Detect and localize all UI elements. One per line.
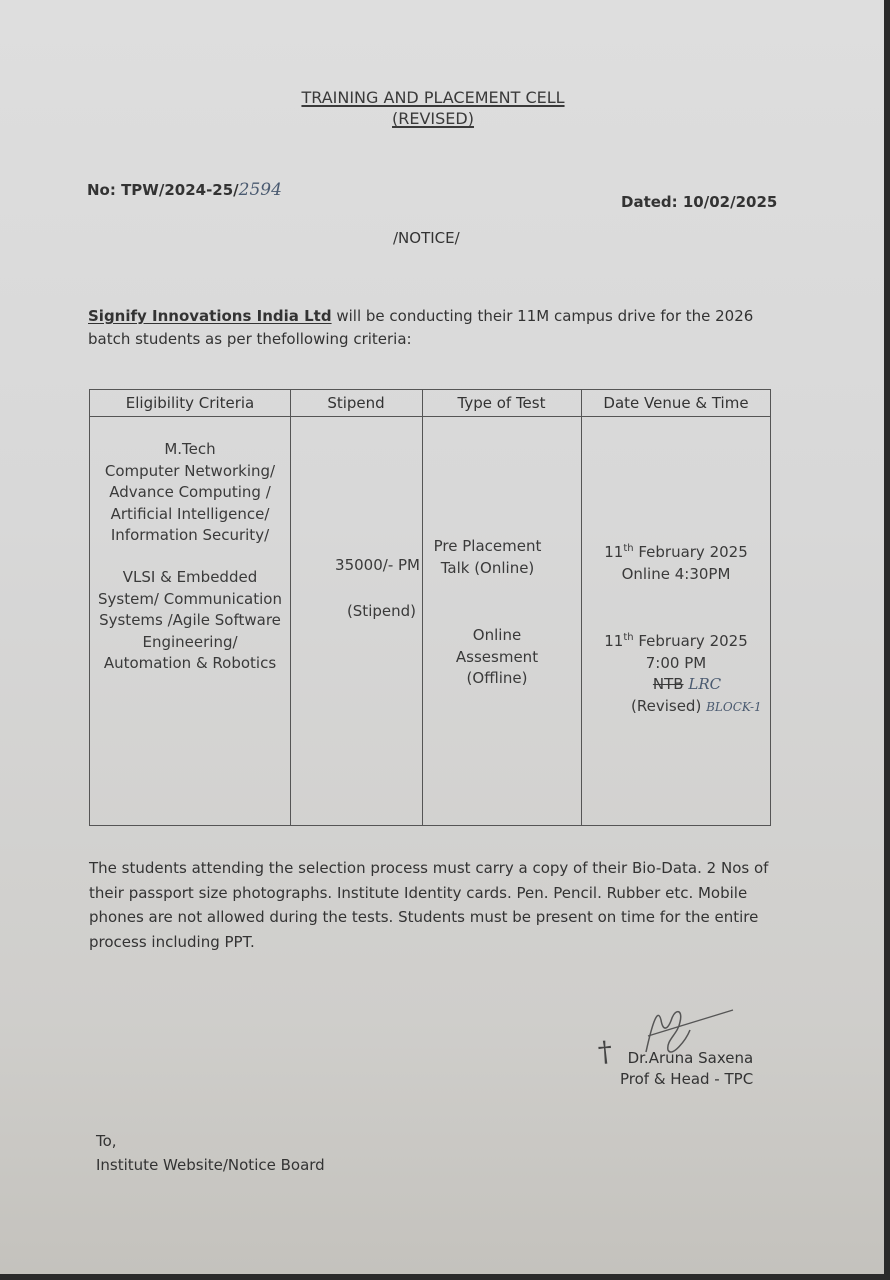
eligibility-line: Information Security/: [110, 526, 270, 544]
schedule-time: 7:00 PM: [645, 653, 707, 672]
eligibility-line: VLSI & Embedded: [122, 568, 258, 586]
schedule-day: 11: [604, 632, 624, 650]
schedule-date: [581, 627, 771, 653]
column-divider: [422, 390, 423, 825]
reference-printed: No: TPW/2024-25/: [87, 181, 239, 199]
eligibility-line: Advance Computing /: [109, 483, 271, 501]
intro-paragraph: [88, 305, 768, 351]
test-line: Pre Placement: [433, 537, 542, 555]
test-line: Talk (Online): [440, 558, 535, 577]
eligibility-group-2: [90, 567, 290, 675]
header-test-type: Type of Test: [457, 394, 546, 412]
schedule-assessment: [581, 627, 771, 718]
signatory-name: Dr.Aruna Saxena: [627, 1049, 754, 1067]
schedule-ppt: [581, 538, 771, 585]
schedule-day-suffix: th: [623, 632, 634, 643]
instructions-paragraph: The students attending the selection process must carry a copy of their Bio-Data. 2 Nos of their passport size photographs. Institute Identity cards. Pen. Pencil. Rubber etc. Mobile phones are not allowed during the tests. Students must be present on time for the entire process including PPT.: [89, 859, 769, 951]
title-line-1: TRAINING AND PLACEMENT CELL: [301, 88, 565, 107]
test-line: Online: [472, 626, 522, 644]
initial-mark-icon: †: [596, 1034, 614, 1069]
schedule-venue: [581, 674, 771, 696]
header-stipend: Stipend: [327, 394, 385, 412]
test-line: (Offline): [466, 669, 528, 687]
revised-label: (Revised): [631, 696, 702, 715]
column-divider: [581, 390, 582, 825]
reference-handwritten: 2594: [238, 180, 282, 200]
eligibility-line: Automation & Robotics: [103, 654, 277, 672]
venue-handwritten: LRC: [688, 675, 722, 693]
notice-heading: /NOTICE/: [393, 229, 460, 247]
intro-text: will be conducting their 11M campus drive for the 2026 batch students as per thefollowing criteria:: [88, 307, 754, 348]
notice-date: Dated: 10/02/2025: [621, 193, 778, 211]
signatory-designation: Prof & Head - TPC: [620, 1070, 754, 1088]
criteria-table: [89, 389, 771, 826]
eligibility-line: M.Tech: [164, 440, 216, 458]
stipend-amount: 35000/- PM: [335, 556, 420, 574]
schedule-month-year: February 2025: [633, 632, 748, 650]
recipient-target: Institute Website/Notice Board: [96, 1156, 325, 1174]
header-date-venue: Date Venue & Time: [603, 394, 749, 412]
test-assessment: [422, 625, 572, 690]
schedule-detail: Online 4:30PM: [621, 564, 731, 583]
eligibility-line: Systems /Agile Software: [99, 611, 281, 629]
signatory-block: [620, 1048, 753, 1090]
eligibility-line: Artificial Intelligence/: [110, 504, 270, 523]
notice-title: [294, 87, 572, 129]
test-line: Assesment: [455, 647, 539, 666]
schedule-day-suffix: th: [623, 543, 634, 554]
test-ppt: [422, 536, 553, 579]
eligibility-line: System/ Communication: [98, 589, 282, 608]
schedule-revised: [581, 696, 771, 719]
eligibility-group-1: [90, 439, 290, 547]
reference-number: [87, 180, 282, 200]
venue-struck: NTB: [652, 675, 684, 693]
header-eligibility: Eligibility Criteria: [125, 394, 255, 412]
recipient-to: To,: [96, 1132, 117, 1150]
title-line-2: (REVISED): [392, 109, 474, 128]
stipend-note: (Stipend): [346, 602, 416, 620]
eligibility-line: Computer Networking/: [104, 461, 276, 480]
schedule-date: [581, 538, 771, 564]
schedule-day: 11: [604, 543, 624, 561]
recipient-block: [96, 1129, 325, 1177]
revised-handwritten: BLOCK-1: [706, 699, 762, 714]
company-name: Signify Innovations India Ltd: [88, 307, 332, 325]
eligibility-line: Engineering/: [142, 632, 238, 651]
header-divider: [90, 416, 770, 417]
schedule-month-year: February 2025: [633, 543, 748, 561]
